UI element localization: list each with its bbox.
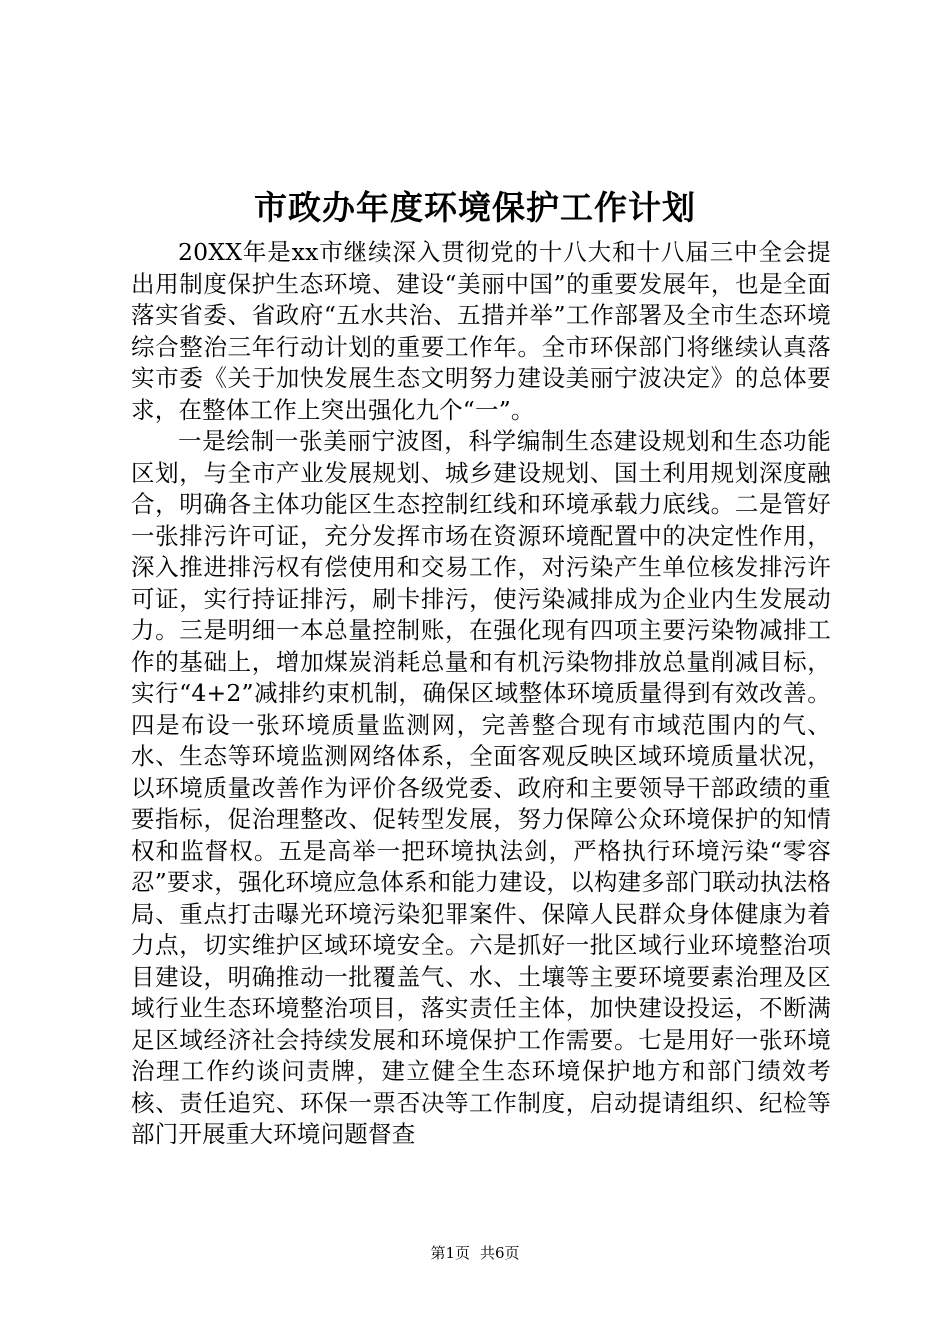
paragraph-intro: 20XX年是xx市继续深入贯彻党的十八大和十八届三中全会提出用制度保护生态环境、建设“美丽中国”的重要发展年，也是全面落实省委、省政府“五水共治、五措并举”工作部署及全市生态环境综合整治三年行动计划的重要工作年。全市环保部门将继续认真落实市委《关于加快发展生态文明努力建设美丽宁波决定》的总体要求，在整体工作上突出强化九个“一”。 <box>131 238 831 424</box>
page-footer <box>0 1243 950 1263</box>
document-body <box>131 237 831 1151</box>
paragraph-main: 一是绘制一张美丽宁波图，科学编制生态建设规划和生态功能区划，与全市产业发展规划、城乡建设规划、国土利用规划深度融合，明确各主体功能区生态控制红线和环境承载力底线。二是管好一张排污许可证，充分发挥市场在资源环境配置中的决定性作用，深入推进排污权有偿使用和交易工作，对污染产生单位核发排污许可证，实行持证排污，刷卡排污，使污染减排成为企业内生发展动力。三是明细一本总量控制账，在强化现有四项主要污染物减排工作的基础上，增加煤炭消耗总量和有机污染物排放总量削减目标，实行“4+2”减排约束机制，确保区域整体环境质量得到有效改善。四是布设一张环境质量监测网，完善整合现有市域范围内的气、水、生态等环境监测网络体系，全面客观反映区域环境质量状况，以环境质量改善作为评价各级党委、政府和主要领导干部政绩的重要指标，促治理整改、促转型发展，努力保障公众环境保护的知情权和监督权。五是高举一把环境执法剑，严格执行环境污染“零容忍”要求，强化环境应急体系和能力建设，以构建多部门联动执法格局、重点打击曝光环境污染犯罪案件、保障人民群众身体健康为着力点，切实维护区域环境安全。六是抓好一批区域行业环境整治项目建设，明确推动一批覆盖气、水、土壤等主要环境要素治理及区域行业生态环境整治项目，落实责任主体，加快建设投运，不断满足区域经济社会持续发展和环境保护工作需要。七是用好一张环境治理工作约谈问责牌，建立健全生态环境保护地方和部门绩效考核、责任追究、环保一票否决等工作制度，启动提请组织、纪检等部门开展重大环境问题督查 <box>131 427 831 1148</box>
page-total: 共6页 <box>480 1244 520 1262</box>
document-title: 市政办年度环境保护工作计划 <box>254 188 696 227</box>
page-number: 第1页 <box>430 1244 470 1262</box>
